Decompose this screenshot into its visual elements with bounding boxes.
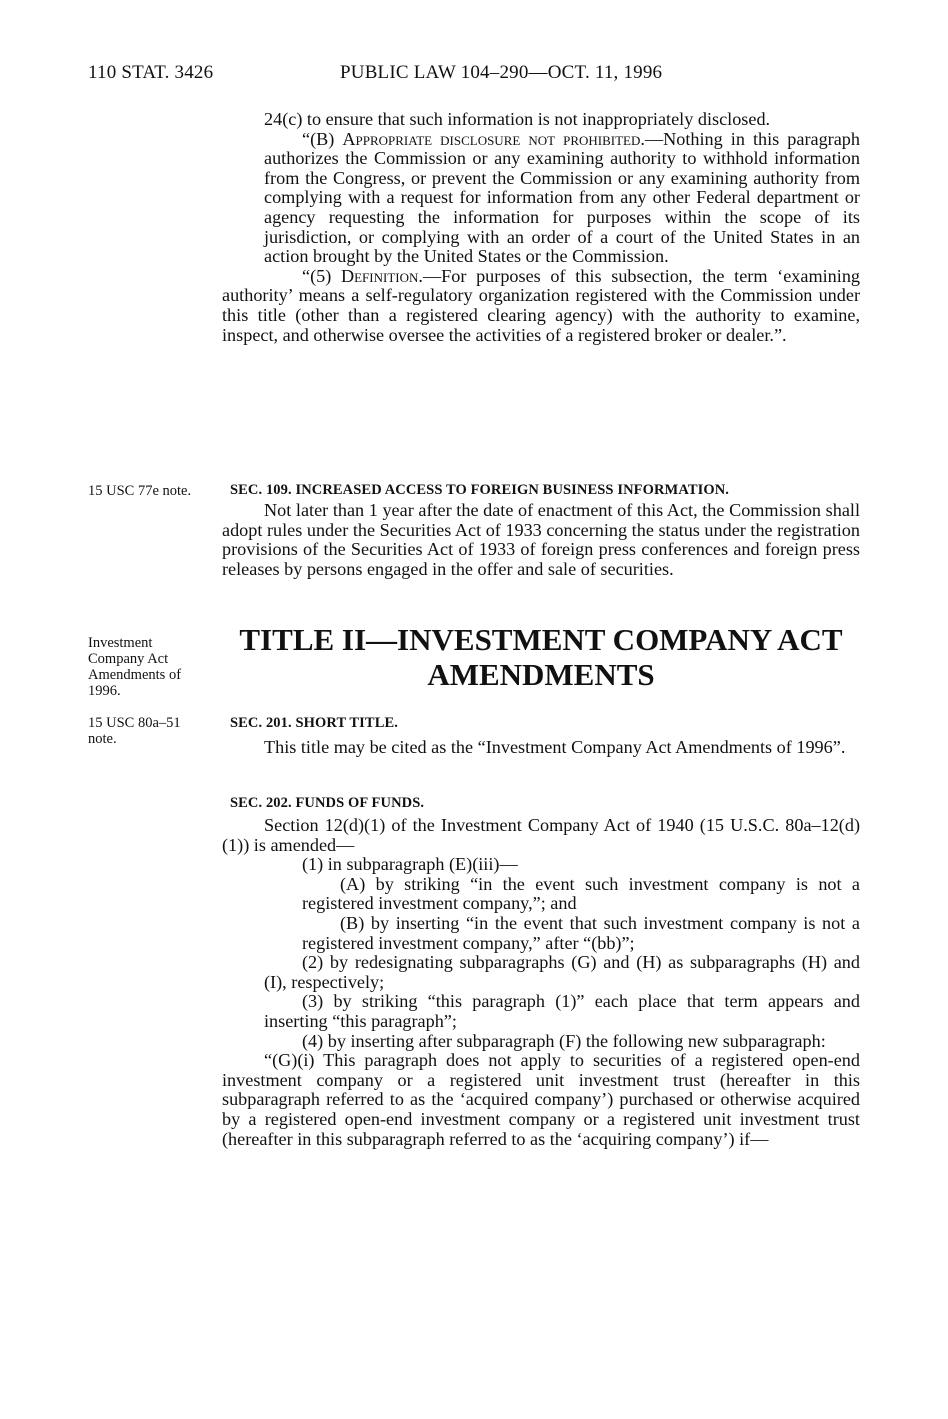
- continued-line: 24(c) to ensure that such information is not inappropriately disclosed.: [264, 109, 771, 129]
- sec202-item1: (1) in subparagraph (E)(iii)—: [302, 854, 518, 875]
- title-ii-line2: AMENDMENTS: [427, 657, 655, 692]
- paragraph-b-text: —Nothing in this paragraph authorizes the Commission or any examining authority to withhold information from the Congress, or prevent the Commission or any examining authority from complying with a request for information from any other Federal department or agency requesting the information for purposes within the scope of its jurisdiction, or complying with an order of a court of the United States in an action brought by the United States or the Commission.: [264, 128, 860, 267]
- paragraph-5-definition: [180, 267, 860, 345]
- sec201-body: [222, 738, 860, 758]
- definition-heading: Definition.: [340, 265, 423, 286]
- title-ii-heading: [222, 622, 860, 692]
- sec202-item2: (2) by redesignating subparagraphs (G) and (H) as subparagraphs (H) and (I), respectively;: [264, 952, 860, 992]
- margin-note-title2: Investment Company Act Amendments of 1996.: [88, 635, 182, 699]
- public-law-reference: PUBLIC LAW 104–290—OCT. 11, 1996: [340, 62, 663, 83]
- sec202-item4: (4) by inserting after subparagraph (F) the following new subparagraph:: [302, 1030, 826, 1051]
- sec109-text: Not later than 1 year after the date of enactment of this Act, the Commission shall adopt rules under the Securities Act of 1933 concerning the status under the registration provisions of the Securities Act of 1933 of foreign press conferences and foreign press releases by persons engaged in the offer and sale of securities.: [222, 500, 860, 579]
- sec109-heading: SEC. 109. INCREASED ACCESS TO FOREIGN BUSINESS INFORMATION.: [230, 482, 730, 498]
- sec202-quoted-subparagraph: “(G)(i) This paragraph does not apply to securities of a registered open-end investment company or a registered unit investment trust (hereafter in this subparagraph referred to as the ‘acquired company’) purchased or otherwise acquired by a registered open-end investment company or a registered unit investment trust (hereafter in this subparagraph referred to as the ‘acquiring company’) if—: [222, 1050, 860, 1149]
- statute-reference: 110 STAT. 3426: [88, 62, 214, 83]
- sec109-body: [222, 501, 860, 579]
- sec202-item1a: (A) by striking “in the event such investment company is not a registered investment company,”; and: [302, 873, 860, 914]
- definition-text: —For purposes of this subsection, the term ‘examining authority’ means a self-regulatory organization registered with the Commission under this title (other than a registered clearing agency) with the authority to examine, inspect, and otherwise oversee the activities of a registered broker or dealer.”.: [222, 265, 861, 345]
- sec202-heading: SEC. 202. FUNDS OF FUNDS.: [230, 795, 425, 811]
- sec202-item3: (3) by striking “this paragraph (1)” each place that term appears and inserting “this paragraph”;: [264, 991, 860, 1031]
- title-ii-line1: TITLE II—INVESTMENT COMPANY ACT: [239, 622, 843, 657]
- paragraph-b: [222, 130, 860, 267]
- sec202-item1b: (B) by inserting “in the event that such investment company is not a registered investment company,” after “(bb)”;: [302, 912, 860, 953]
- sec201-text: This title may be cited as the “Investment Company Act Amendments of 1996”.: [264, 737, 846, 757]
- continued-text-block: [222, 110, 860, 345]
- sec202-body: [222, 816, 860, 1149]
- margin-note-sec109: 15 USC 77e note.: [88, 483, 192, 499]
- paragraph-b-heading: Appropriate disclosure not prohibited.: [342, 128, 645, 149]
- page-header: [88, 62, 868, 92]
- margin-note-sec201: 15 USC 80a–51 note.: [88, 715, 181, 747]
- sec201-heading: SEC. 201. SHORT TITLE.: [230, 715, 398, 731]
- definition-label: “(5): [302, 265, 332, 286]
- sec202-intro: Section 12(d)(1) of the Investment Company Act of 1940 (15 U.S.C. 80a–12(d)(1)) is amended—: [222, 815, 860, 855]
- paragraph-b-label: “(B): [302, 128, 335, 149]
